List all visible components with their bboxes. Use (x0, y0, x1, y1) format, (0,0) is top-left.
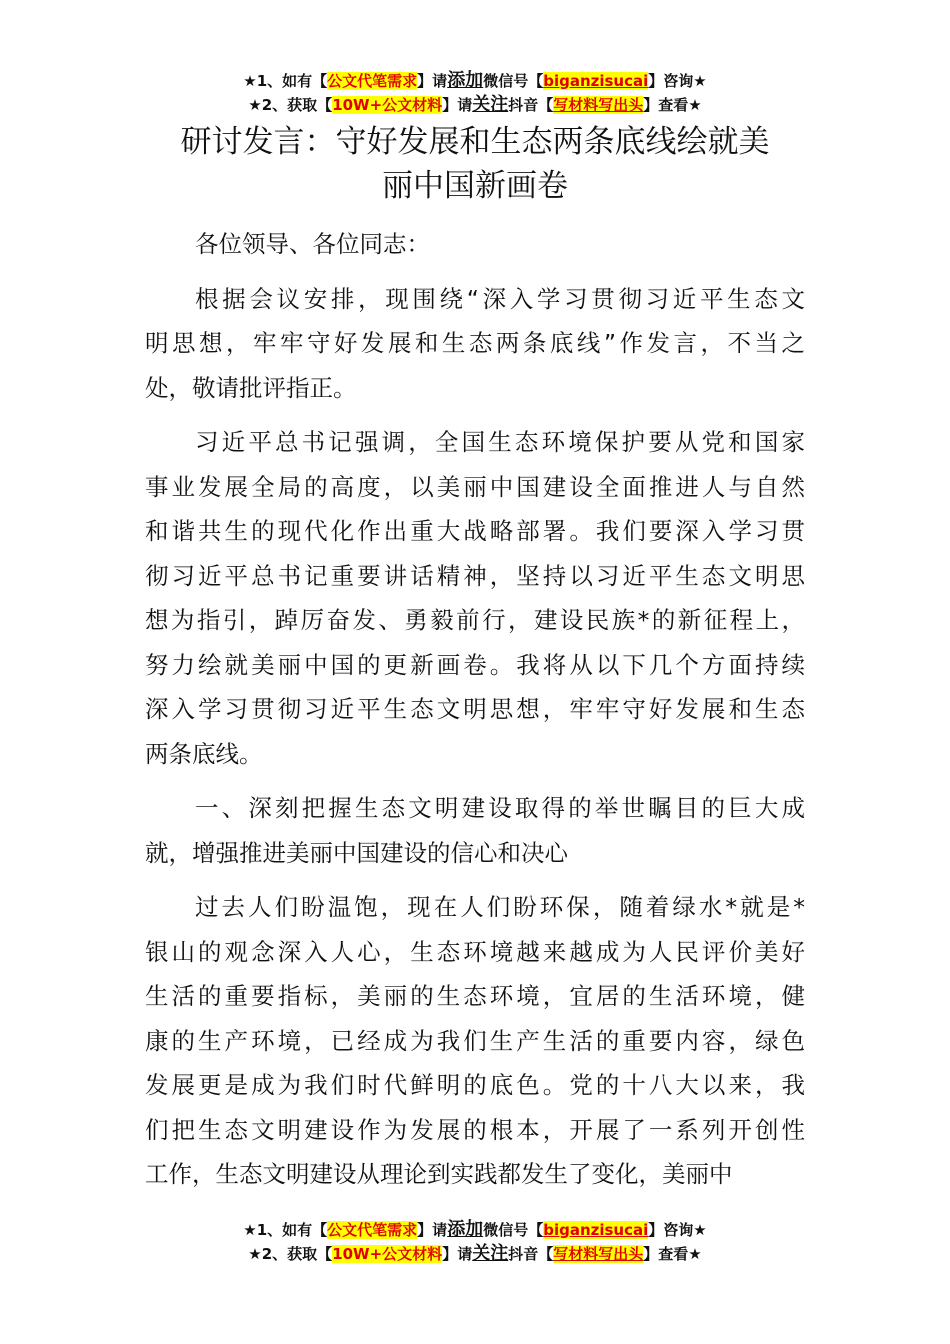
promo-wechat-id: biganzisucai (543, 1221, 649, 1239)
promo-text: ★1、如有【 (243, 1221, 328, 1239)
paragraph-line: 各位领导、各位同志： (195, 230, 430, 258)
paragraph-line: 两条底线。 (145, 739, 263, 768)
paragraph-line: 过去人们盼温饱，现在人们盼环保，随着绿水*就是* (195, 893, 805, 921)
paragraph (145, 222, 805, 267)
paragraph-line: 们把生态文明建设作为发展的根本，开展了一系列开创性 (145, 1115, 805, 1144)
promo-douyin-id: 写材料写出头 (553, 1245, 644, 1263)
title-line: 丽中国新画卷 (382, 168, 568, 204)
paragraph-line: 处，敬请批评指正。 (145, 373, 357, 402)
promo-text: 】请 (442, 1245, 473, 1263)
paragraph (145, 420, 805, 776)
document-body (145, 222, 805, 1207)
paragraph-line: 习近平总书记强调，全国生态环境保护要从党和国家 (195, 428, 805, 456)
paragraph-line: 事业发展全局的高度，以美丽中国建设全面推进人与自然 (145, 472, 805, 501)
promo-text: 】查看★ (643, 1245, 702, 1263)
promo-highlight: 公文代笔需求 (327, 72, 418, 90)
promo-text: 】请 (442, 96, 473, 114)
promo-text: 】请 (417, 72, 448, 90)
promo-text: 】查看★ (643, 96, 702, 114)
promo-douyin-id: 写材料写出头 (553, 96, 644, 114)
paragraph-line: 生活的重要指标，美丽的生态环境，宜居的生活环境，健 (145, 982, 805, 1010)
promo-highlight: 10W+公文材料 (332, 1245, 443, 1263)
promo-text: ★1、如有【 (243, 72, 328, 90)
paragraph-line: 和谐共生的现代化作出重大战略部署。我们要深入学习贯 (145, 517, 805, 545)
promo-text: 】咨询★ (648, 1221, 707, 1239)
promo-line-2 (0, 1242, 950, 1266)
promo-text: 】咨询★ (648, 72, 707, 90)
promo-text: 抖音【 (508, 96, 554, 114)
paragraph-line: 一、深刻把握生态文明建设取得的举世瞩目的巨大成 (195, 794, 805, 822)
paragraph-line: 深入学习贯彻习近平生态文明思想，牢牢守好发展和生态 (145, 695, 805, 723)
paragraph-line: 彻习近平总书记重要讲话精神，坚持以习近平生态文明思 (145, 561, 805, 590)
title-line: 研讨发言：守好发展和生态两条底线绘就美 (180, 124, 770, 160)
promo-emphasis: 添加 (447, 70, 484, 91)
promo-line-1 (0, 1218, 950, 1242)
promo-wechat-id: biganzisucai (543, 72, 649, 90)
paragraph (145, 786, 805, 875)
promo-text: ★2、获取【 (248, 1245, 333, 1263)
promo-text: 】请 (417, 1221, 448, 1239)
promo-emphasis: 关注 (472, 94, 509, 115)
promo-highlight: 公文代笔需求 (327, 1221, 418, 1239)
promo-text: 抖音【 (508, 1245, 554, 1263)
paragraph-line: 康的生产环境，已经成为我们生产生活的重要内容，绿色 (145, 1026, 805, 1055)
paragraph-line: 就，增强推进美丽中国建设的信心和决心 (145, 838, 568, 867)
paragraph-line: 努力绘就美丽中国的更新画卷。我将从以下几个方面持续 (145, 650, 805, 679)
paragraph-line: 根据会议安排，现围绕“深入学习贯彻习近平生态文 (195, 284, 805, 313)
promo-emphasis: 添加 (447, 1219, 484, 1240)
promo-text: ★2、获取【 (248, 96, 333, 114)
paragraph (145, 885, 805, 1197)
document-title (100, 120, 850, 208)
promo-line-1 (0, 69, 950, 93)
promo-highlight: 10W+公文材料 (332, 96, 443, 114)
paragraph-line: 工作，生态文明建设从理论到实践都发生了变化，美丽中 (145, 1160, 733, 1188)
promo-line-2 (0, 93, 950, 117)
paragraph-line: 明思想，牢牢守好发展和生态两条底线”作发言，不当之 (145, 329, 805, 357)
promo-emphasis: 关注 (472, 1243, 509, 1264)
promo-header (0, 69, 950, 117)
paragraph-line: 发展更是成为我们时代鲜明的底色。党的十八大以来，我 (145, 1071, 805, 1099)
paragraph-line: 想为指引，踔厉奋发、勇毅前行，建设民族*的新征程上， (145, 606, 805, 634)
paragraph (145, 277, 805, 411)
promo-footer (0, 1218, 950, 1266)
paragraph-line: 银山的观念深入人心，生态环境越来越成为人民评价美好 (145, 937, 805, 966)
promo-text: 微信号【 (483, 1221, 544, 1239)
promo-text: 微信号【 (483, 72, 544, 90)
